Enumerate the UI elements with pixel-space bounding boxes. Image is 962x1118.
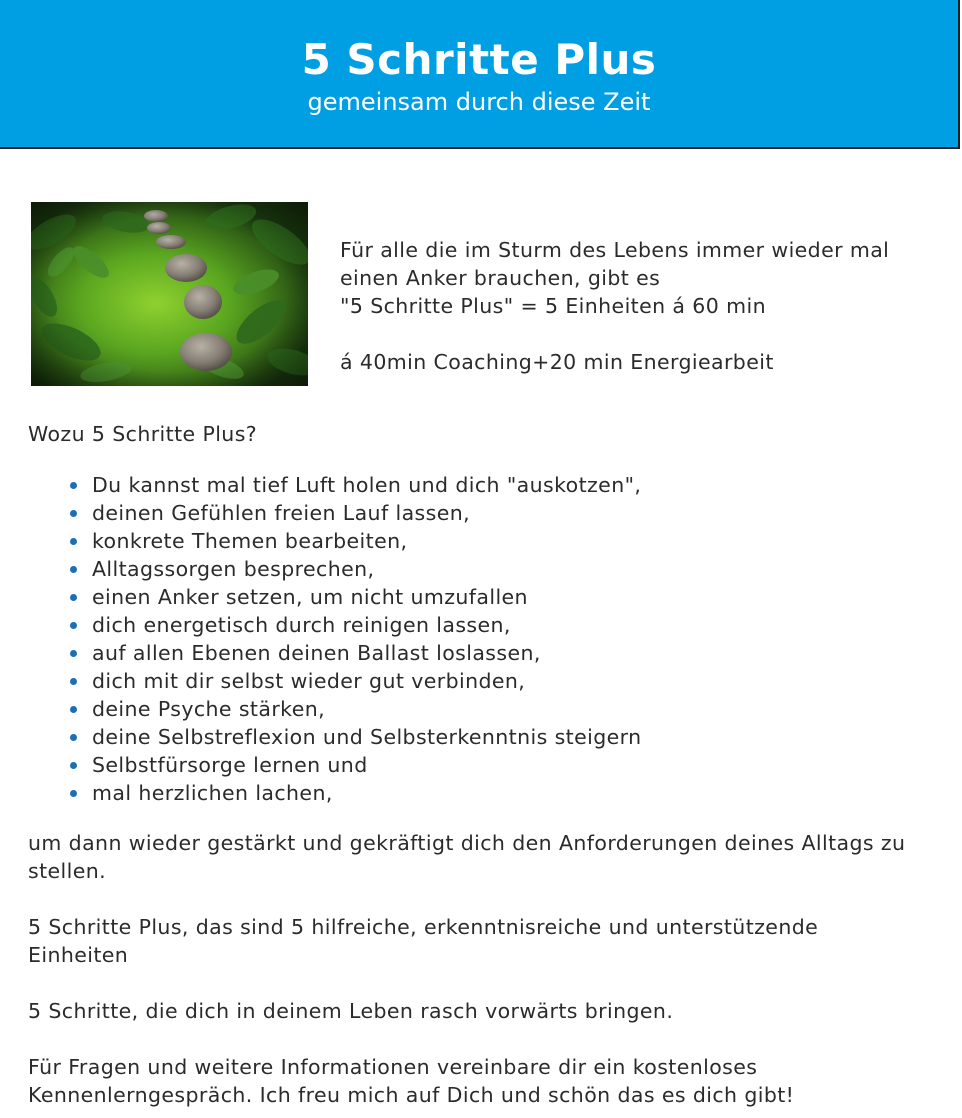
list-item: einen Anker setzen, um nicht umzufallen xyxy=(68,583,642,611)
benefits-list xyxy=(68,471,642,807)
list-item: deine Psyche stärken, xyxy=(68,695,642,723)
list-item: konkrete Themen bearbeiten, xyxy=(68,527,642,555)
intro-line-3: "5 Schritte Plus" = 5 Einheiten á 60 min xyxy=(340,294,766,318)
intro-line-1: Für alle die im Sturm des Lebens immer wieder mal xyxy=(340,238,890,262)
wozu-heading: Wozu 5 Schritte Plus? xyxy=(28,422,258,446)
page-subtitle: gemeinsam durch diese Zeit xyxy=(307,88,651,116)
intro-line-4: á 40min Coaching+20 min Energiearbeit xyxy=(340,350,774,374)
intro-line-2: einen Anker brauchen, gibt es xyxy=(340,266,661,290)
paragraph-steps: 5 Schritte, die dich in deinem Leben rasch vorwärts bringen. xyxy=(28,999,674,1023)
stepping-stones-illustration xyxy=(31,202,308,386)
paragraph-strengthened: um dann wieder gestärkt und gekräftigt dich den Anforderungen deines Alltags zu stellen. xyxy=(28,831,906,883)
list-item: deinen Gefühlen freien Lauf lassen, xyxy=(68,499,642,527)
stepping-stones-image xyxy=(31,202,308,386)
page-title: 5 Schritte Plus xyxy=(301,35,657,84)
list-item: deine Selbstreflexion und Selbsterkenntnis steigern xyxy=(68,723,642,751)
list-item: Alltagssorgen besprechen, xyxy=(68,555,642,583)
list-item: dich energetisch durch reinigen lassen, xyxy=(68,611,642,639)
paragraph-units: 5 Schritte Plus, das sind 5 hilfreiche, erkenntnisreiche und unterstützende Einheiten xyxy=(28,915,819,967)
intro-text xyxy=(340,236,889,376)
page-header xyxy=(0,0,960,149)
paragraph-contact: Für Fragen und weitere Informationen vereinbare dir ein kostenloses Kennenlerngespräch. Ich freu mich auf Dich und schön das es dich gibt! xyxy=(28,1055,795,1107)
list-item: mal herzlichen lachen, xyxy=(68,779,642,807)
list-item: dich mit dir selbst wieder gut verbinden, xyxy=(68,667,642,695)
list-item: Du kannst mal tief Luft holen und dich "auskotzen", xyxy=(68,471,642,499)
list-item: auf allen Ebenen deinen Ballast loslassen, xyxy=(68,639,642,667)
list-item: Selbstfürsorge lernen und xyxy=(68,751,642,779)
